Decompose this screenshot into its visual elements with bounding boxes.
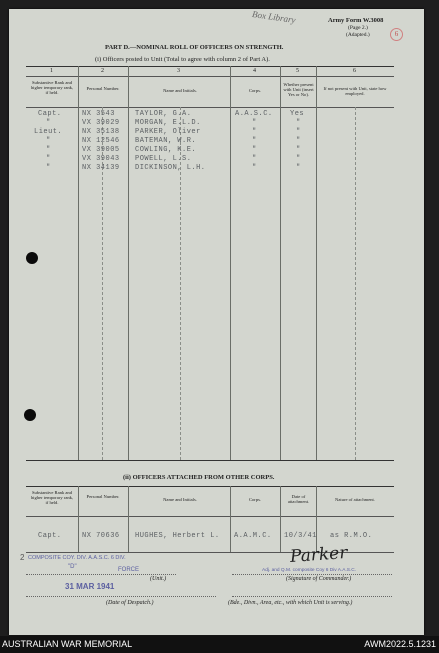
officer-corps: " — [252, 155, 257, 163]
unit-label: (Unit.) — [150, 576, 167, 582]
table1-dash-3 — [355, 107, 356, 460]
officer-present: " — [296, 146, 301, 154]
col-num-6: 6 — [353, 68, 356, 74]
adjutant-stamp: Adj. and Q.M. composite Coy 6 Div A.A.S.C. — [262, 568, 357, 573]
punch-hole-top — [26, 252, 38, 264]
footer-bar — [0, 636, 439, 653]
officer-corps: " — [252, 137, 257, 145]
attached-name: HUGHES, Herbert L. — [135, 532, 220, 540]
stamp-prefix: 2 — [20, 553, 25, 562]
officer-corps: " — [252, 128, 257, 136]
date-stamp: 31 MAR 1941 — [65, 582, 115, 591]
officer-rank: Capt. — [38, 110, 62, 118]
col-num-5: 5 — [296, 68, 299, 74]
table1-col-line-1 — [78, 66, 79, 460]
officer-number: VX 39043 — [82, 155, 120, 163]
part-title: PART D.—NOMINAL ROLL OF OFFICERS ON STRENGTH. — [105, 44, 284, 51]
despatch-underline — [26, 596, 216, 597]
officer-name: TAYLOR, G.A. — [135, 110, 192, 118]
col-header-number: Personal Number. — [86, 86, 120, 91]
form-page: (Page 2.) — [348, 25, 368, 31]
table1-bottom-rule — [26, 460, 394, 461]
officer-number: NX 12546 — [82, 137, 120, 145]
officer-rank: Lieut. — [34, 128, 63, 136]
col-header-name: Name and Initials. — [163, 88, 197, 93]
officer-rank: " — [46, 164, 51, 172]
table1-num-rule — [26, 76, 394, 77]
unit-stamp-line1: COMPOSITE COY. DIV. A.A.S.C. 6 DIV. — [28, 555, 126, 561]
unit-underline — [26, 574, 176, 575]
footer-accession: AWM2022.5.1231 — [364, 639, 436, 649]
table2-col-line-2 — [128, 486, 129, 552]
officer-corps: " — [252, 164, 257, 172]
table2-col-line-4 — [280, 486, 281, 552]
col-header-rank: Substantive Rank and higher temporary rank, if held. — [30, 80, 74, 96]
officer-present: " — [296, 137, 301, 145]
officer-rank: " — [46, 119, 51, 127]
officer-name: POWELL, L.S. — [135, 155, 192, 163]
attached-corps: A.A.M.C. — [234, 532, 272, 540]
table1-top-rule — [26, 66, 394, 67]
officer-corps: " — [252, 119, 257, 127]
officer-present: Yes — [290, 110, 305, 118]
col-num-2: 2 — [101, 68, 104, 74]
t2-header-rank: Substantive Rank and higher temporary rank, if held. — [30, 490, 74, 506]
officer-name: DICKINSON, L.H. — [135, 164, 206, 172]
section2-title: (ii) OFFICERS ATTACHED FROM OTHER CORPS. — [123, 474, 275, 481]
bde-underline — [232, 596, 392, 597]
officer-present: " — [296, 128, 301, 136]
officer-number: VX 39029 — [82, 119, 120, 127]
bde-label: (Bde., Divn., Area, etc., with which Unit is serving.) — [228, 600, 353, 606]
unit-stamp-line2b: FORCE — [118, 567, 139, 573]
pencil-annotation: Box Library — [251, 9, 297, 25]
document-page — [9, 9, 424, 635]
form-adapted: (Adapted.) — [346, 32, 370, 38]
col-num-1: 1 — [50, 68, 53, 74]
col-header-corps: Corps. — [248, 88, 262, 93]
t2-header-nature: Nature of attachment. — [335, 497, 375, 502]
form-number: Army Form W.3008 — [328, 17, 384, 24]
corner-mark-text: 6 — [394, 30, 399, 38]
despatch-label: (Date of Despatch.) — [106, 600, 154, 606]
officer-name: PARKER, Oliver — [135, 128, 201, 136]
officer-name: MORGAN, E.L.D. — [135, 119, 201, 127]
officer-present: " — [296, 119, 301, 127]
officer-name: COWLING, K.E. — [135, 146, 197, 154]
officer-rank: " — [46, 137, 51, 145]
table1-header-rule — [26, 107, 394, 108]
officer-corps: A.A.S.C. — [235, 110, 273, 118]
col-num-3: 3 — [177, 68, 180, 74]
officer-number: NX 3543 — [82, 110, 115, 118]
officer-present: " — [296, 155, 301, 163]
footer-institution: AUSTRALIAN WAR MEMORIAL — [2, 639, 133, 649]
col-num-4: 4 — [253, 68, 256, 74]
signature-underline — [232, 574, 392, 575]
attached-number: NX 70636 — [82, 532, 120, 540]
col-header-present: Whether present with Unit (insert Yes or No). — [283, 82, 314, 98]
table1-col-line-5 — [316, 66, 317, 460]
officer-present: " — [296, 164, 301, 172]
table2-col-line-3 — [230, 486, 231, 552]
t2-header-name: Name and Initials. — [163, 497, 197, 502]
unit-stamp-line2a: "D" — [68, 564, 77, 570]
officer-number: NX 35138 — [82, 128, 120, 136]
t2-header-number: Personal Number. — [86, 494, 120, 499]
col-header-employed: If not present with Unit, state how employed. — [323, 86, 387, 97]
section1-title: (i) Officers posted to Unit (Total to agree with column 2 of Part A). — [95, 56, 270, 63]
attached-date: 10/3/41 — [284, 532, 317, 540]
punch-hole-bottom — [24, 409, 36, 421]
table2-header-rule — [26, 516, 394, 517]
officer-number: NX 34139 — [82, 164, 120, 172]
officer-corps: " — [252, 146, 257, 154]
commander-signature: Parker — [289, 543, 349, 567]
signature-label: (Signature of Commander.) — [286, 576, 352, 582]
t2-header-date: Date of attachment. — [287, 494, 310, 505]
attached-rank: Capt. — [38, 532, 62, 540]
officer-number: VX 39005 — [82, 146, 120, 154]
table1-col-line-4 — [280, 66, 281, 460]
officer-rank: " — [46, 155, 51, 163]
corner-circle-mark — [390, 28, 403, 41]
table2-col-line-5 — [316, 486, 317, 552]
t2-header-corps: Corps. — [248, 497, 262, 502]
table2-col-line-1 — [78, 486, 79, 552]
table1-col-line-2 — [128, 66, 129, 460]
table1-col-line-3 — [230, 66, 231, 460]
officer-name: BATEMAN, W.R. — [135, 137, 197, 145]
table2-top-rule — [26, 486, 394, 487]
attached-nature: as R.M.O. — [330, 532, 373, 540]
officer-rank: " — [46, 146, 51, 154]
